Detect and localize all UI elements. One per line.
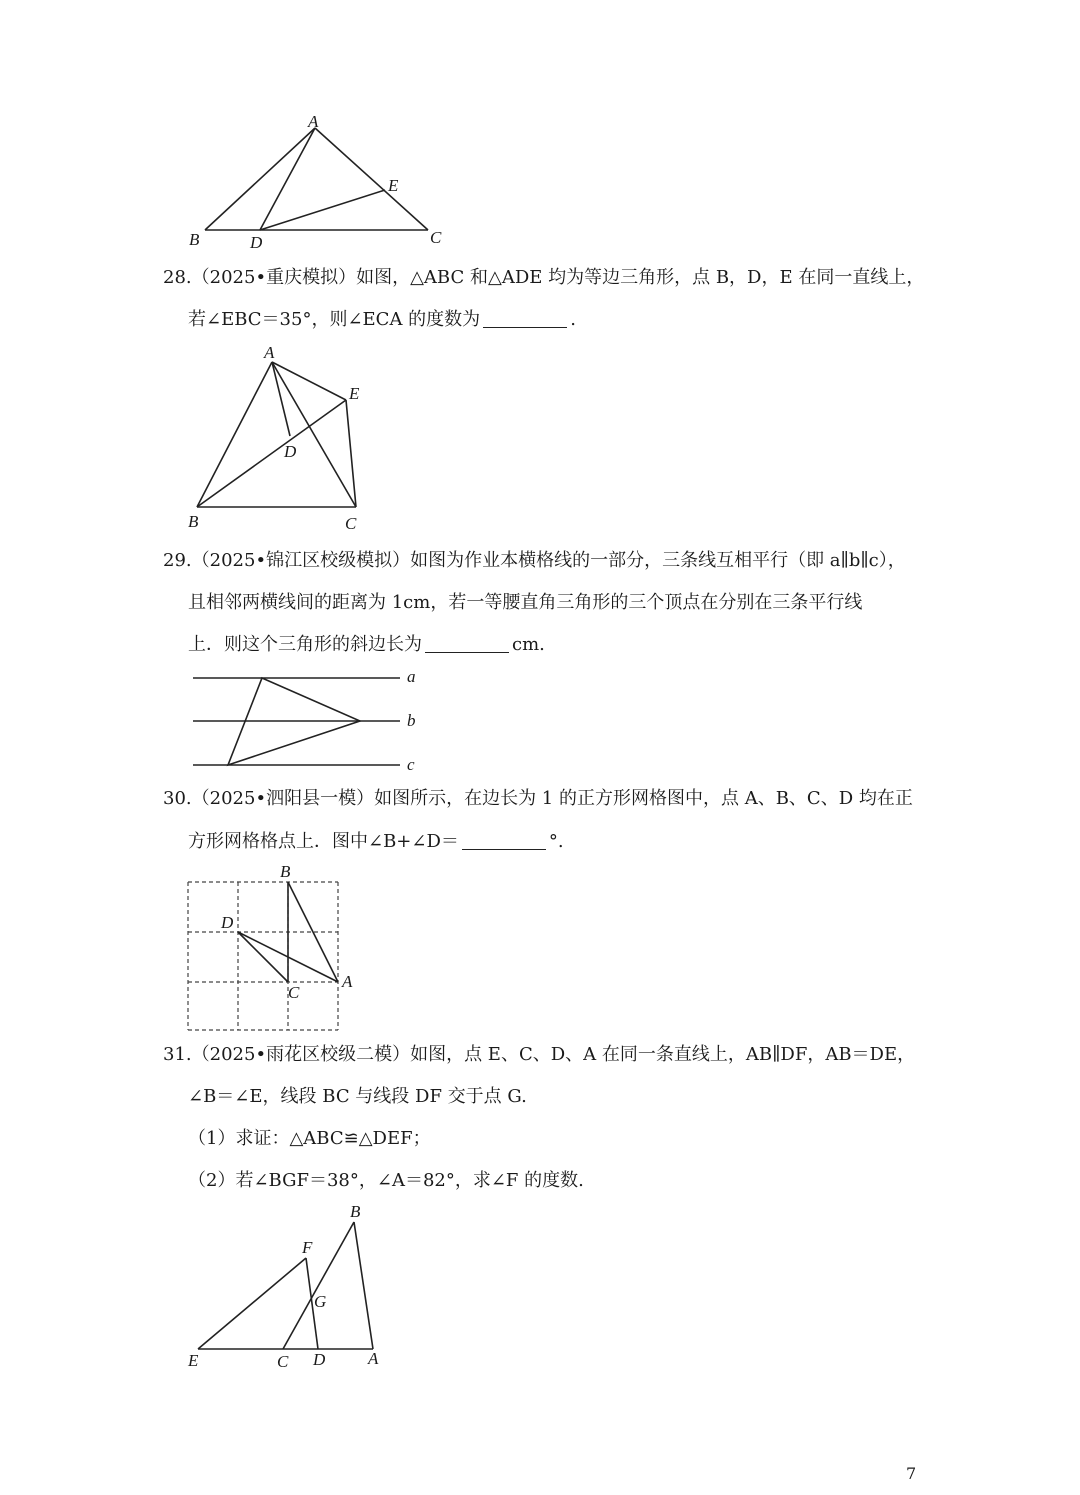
question-31-part1: （1）求证：△ABC≌△DEF； — [188, 1128, 431, 1149]
q31-text1: 如图，点 E、C、D、A 在同一条直线上，AB∥DF，AB＝DE， — [410, 1044, 916, 1065]
q29-source: （2025•锦江区校级模拟） — [191, 550, 411, 571]
label-E: E — [349, 384, 360, 403]
q30-text1: 如图所示，在边长为 1 的正方形网格图中，点 A、B、C、D 均在正 — [374, 788, 913, 809]
label-A: A — [264, 343, 275, 362]
q30-source: （2025•泗阳县一模） — [191, 788, 375, 809]
q30-text2: 方形网格格点上．图中∠B+∠D＝ — [188, 831, 459, 852]
label-C: C — [345, 514, 357, 533]
q31-number: 31. — [163, 1044, 192, 1065]
label-C: C — [430, 228, 442, 247]
label-G: G — [314, 1292, 327, 1311]
label-C: C — [277, 1352, 289, 1371]
label-A: A — [368, 1349, 379, 1368]
q28-source: （2025•重庆模拟） — [191, 267, 357, 288]
label-B: B — [350, 1202, 361, 1221]
segment-BA — [354, 1222, 373, 1349]
q30-text2-end: °. — [548, 831, 564, 852]
label-B: B — [280, 862, 291, 881]
q29-text2: 且相邻两横线间的距离为 1cm，若一等腰直角三角形的三个顶点在分别在三条平行线 — [188, 592, 863, 613]
q28-number: 28. — [163, 267, 192, 288]
label-A: A — [308, 112, 319, 131]
q29-text3-end: cm. — [512, 634, 545, 655]
label-B: B — [189, 230, 200, 249]
label-c: c — [407, 755, 415, 774]
label-b: b — [407, 711, 416, 730]
q31-source: （2025•雨花区校级二模） — [191, 1044, 411, 1065]
label-E: E — [388, 176, 399, 195]
q29-text1: 如图为作业本横格线的一部分，三条线互相平行（即 a∥b∥c）， — [410, 550, 906, 571]
label-C: C — [288, 983, 300, 1002]
question-31-part2: （2）若∠BGF＝38°，∠A＝82°，求∠F 的度数. — [188, 1170, 584, 1191]
label-F: F — [302, 1238, 313, 1257]
q28-text2: 若∠EBC＝35°，则∠ECA 的度数为 — [188, 309, 481, 330]
q29-text3: 上．则这个三角形的斜边长为 — [188, 634, 422, 655]
label-B: B — [188, 512, 199, 531]
label-D: D — [284, 442, 297, 461]
label-D: D — [250, 233, 263, 252]
q30-number: 30. — [163, 788, 192, 809]
label-D: D — [313, 1350, 326, 1369]
page-number: 7 — [906, 1464, 917, 1483]
q28-text1: 如图，△ABC 和△ADE 均为等边三角形，点 B，D，E 在同一直线上， — [356, 267, 925, 288]
label-a: a — [407, 667, 416, 686]
q29-number: 29. — [163, 550, 192, 571]
label-E: E — [188, 1351, 199, 1370]
q28-text2-end: . — [570, 309, 576, 330]
label-A: A — [342, 972, 353, 991]
q31-text2: ∠B＝∠E，线段 BC 与线段 DF 交于点 G. — [188, 1086, 527, 1107]
label-D: D — [221, 913, 234, 932]
segment-BC — [283, 1222, 354, 1349]
